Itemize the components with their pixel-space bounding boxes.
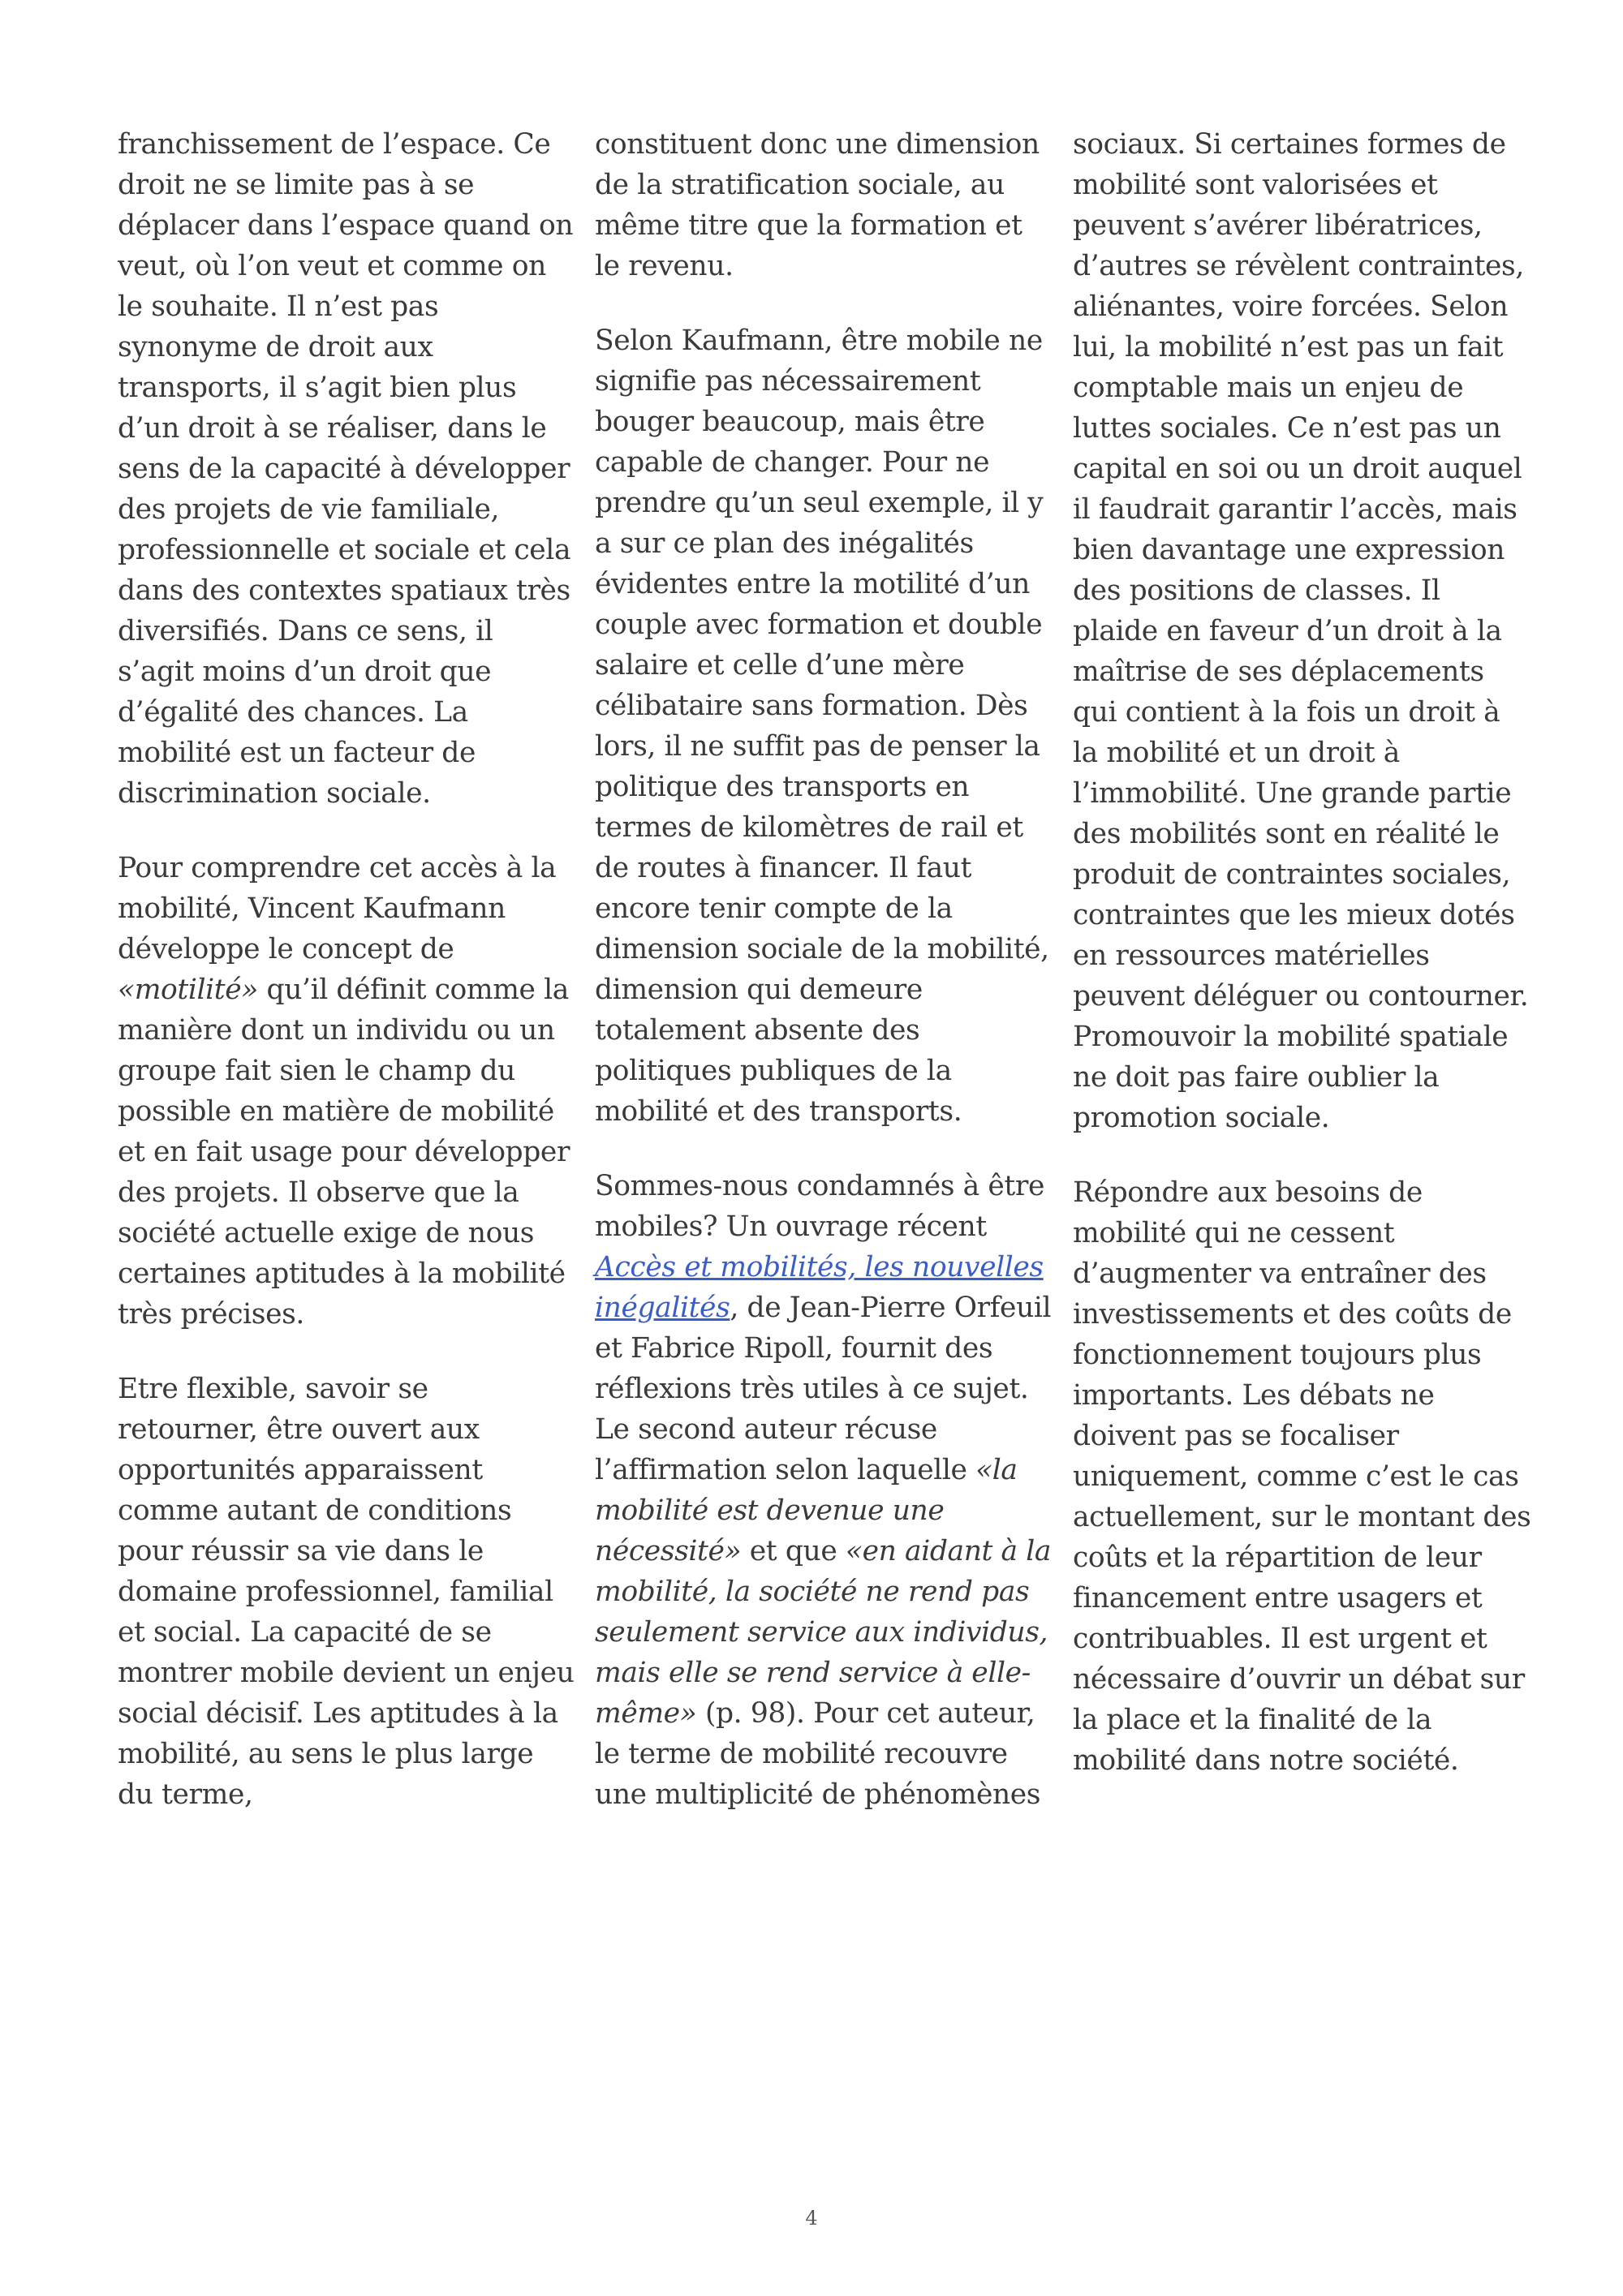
text-column-2 [595,124,1053,1815]
page-number: 4 [805,2207,818,2229]
paragraph-text: qu’il définit comme la manière dont un individu ou un groupe fait sien le champ du possible en matière de mobilité et en fait usage pour développer des projets. Il observe que la société actuelle exige de nous certaines aptitudes à la mobilité très précises. [118,974,570,1331]
paragraph [595,124,1053,286]
paragraph-text: (p. 98). Pour cet auteur, le terme de mobilité recouvre une multiplicité de phénomènes [595,1697,1041,1811]
paragraph [1073,1172,1531,1781]
paragraph-text: constituent donc une dimension de la stratification sociale, au même titre que la formation et le revenu. [595,128,1040,282]
book-title-link[interactable]: Accès et mobilités, les nouvelles inégalités [595,1251,1044,1324]
paragraph-text: , de Jean-Pierre Orfeuil et Fabrice Ripoll, fournit des réflexions très utiles à ce sujet. Le second auteur récuse l’affirmation selon laquelle [595,1292,1052,1486]
paragraph [118,848,576,1335]
paragraph-text: Selon Kaufmann, être mobile ne signifie pas nécessairement bouger beaucoup, mais être capable de changer. Pour ne prendre qu’un seul exemple, il y a sur ce plan des inégalités évidentes entre la motilité d’un couple avec formation et double salaire et celle d’une mère célibataire sans formation. Dès lors, il ne suffit pas de penser la politique des transports en termes de kilomètres de rail et de routes à financer. Il faut encore tenir compte de la dimension sociale de la mobilité, dimension qui demeure totalement absente des politiques publiques de la mobilité et des transports. [595,325,1049,1128]
quoted-text: «la mobilité est devenue une nécessité» [595,1454,1018,1567]
paragraph-text: franchissement de l’espace. Ce droit ne se limite pas à se déplacer dans l’espace quand on veut, où l’on veut et comme on le souhaite. Il n’est pas synonyme de droit aux transports, il s’agit bien plus d’un droit à se réaliser, dans le sens de la capacité à développer des projets de vie familiale, professionnelle et sociale et cela dans des contextes spatiaux très diversifiés. Dans ce sens, il s’agit moins d’un droit que d’égalité des chances. La mobilité est un facteur de discrimination sociale. [118,128,574,810]
paragraph [595,320,1053,1132]
paragraph [118,124,576,814]
paragraph-text: et que [741,1535,846,1567]
quoted-text: «en aidant à la mobilité, la société ne rend pas seulement service aux individus, mais elle se rend service à elle-même» [595,1535,1052,1730]
paragraph [1073,124,1531,1138]
paragraph-text: Etre flexible, savoir se retourner, être ouvert aux opportunités apparaissent comme autant de conditions pour réussir sa vie dans le domaine professionnel, familial et social. La capacité de se montrer mobile devient un enjeu social décisif. Les aptitudes à la mobilité, au sens le plus large du terme, [118,1373,575,1811]
paragraph-text: Pour comprendre cet accès à la mobilité, Vincent Kaufmann développe le concept de [118,852,557,965]
paragraph-text: Répondre aux besoins de mobilité qui ne cessent d’augmenter va entraîner des investissements et des coûts de fonctionnement toujours plus importants. Les débats ne doivent pas se focaliser uniquement, comme c’est le cas actuellement, sur le montant des coûts et la répartition de leur financement entre usagers et contribuables. Il est urgent et nécessaire d’ouvrir un débat sur la place et la finalité de la mobilité dans notre société. [1073,1176,1531,1777]
paragraph [118,1369,576,1815]
paragraph-text: sociaux. Si certaines formes de mobilité sont valorisées et peuvent s’avérer libératrices, d’autres se révèlent contraintes, aliénantes, voire forcées. Selon lui, la mobilité n’est pas un fait comptable mais un enjeu de luttes sociales. Ce n’est pas un capital en soi ou un droit auquel il faudrait garantir l’accès, mais bien davantage une expression des positions de classes. Il plaide en faveur d’un droit à la maîtrise de ses déplacements qui contient à la fois un droit à la mobilité et un droit à l’immobilité. Une grande partie des mobilités sont en réalité le produit de contraintes sociales, contraintes que les mieux dotés en ressources matérielles peuvent déléguer ou contourner. Promouvoir la mobilité spatiale ne doit pas faire oublier la promotion sociale. [1073,128,1529,1134]
paragraph [595,1166,1053,1815]
text-column-1 [118,124,576,1815]
text-column-3 [1073,124,1531,1781]
quoted-text: «motilité» [118,974,258,1006]
paragraph-text: Sommes-nous condamnés à être mobiles? Un ouvrage récent [595,1170,1045,1243]
